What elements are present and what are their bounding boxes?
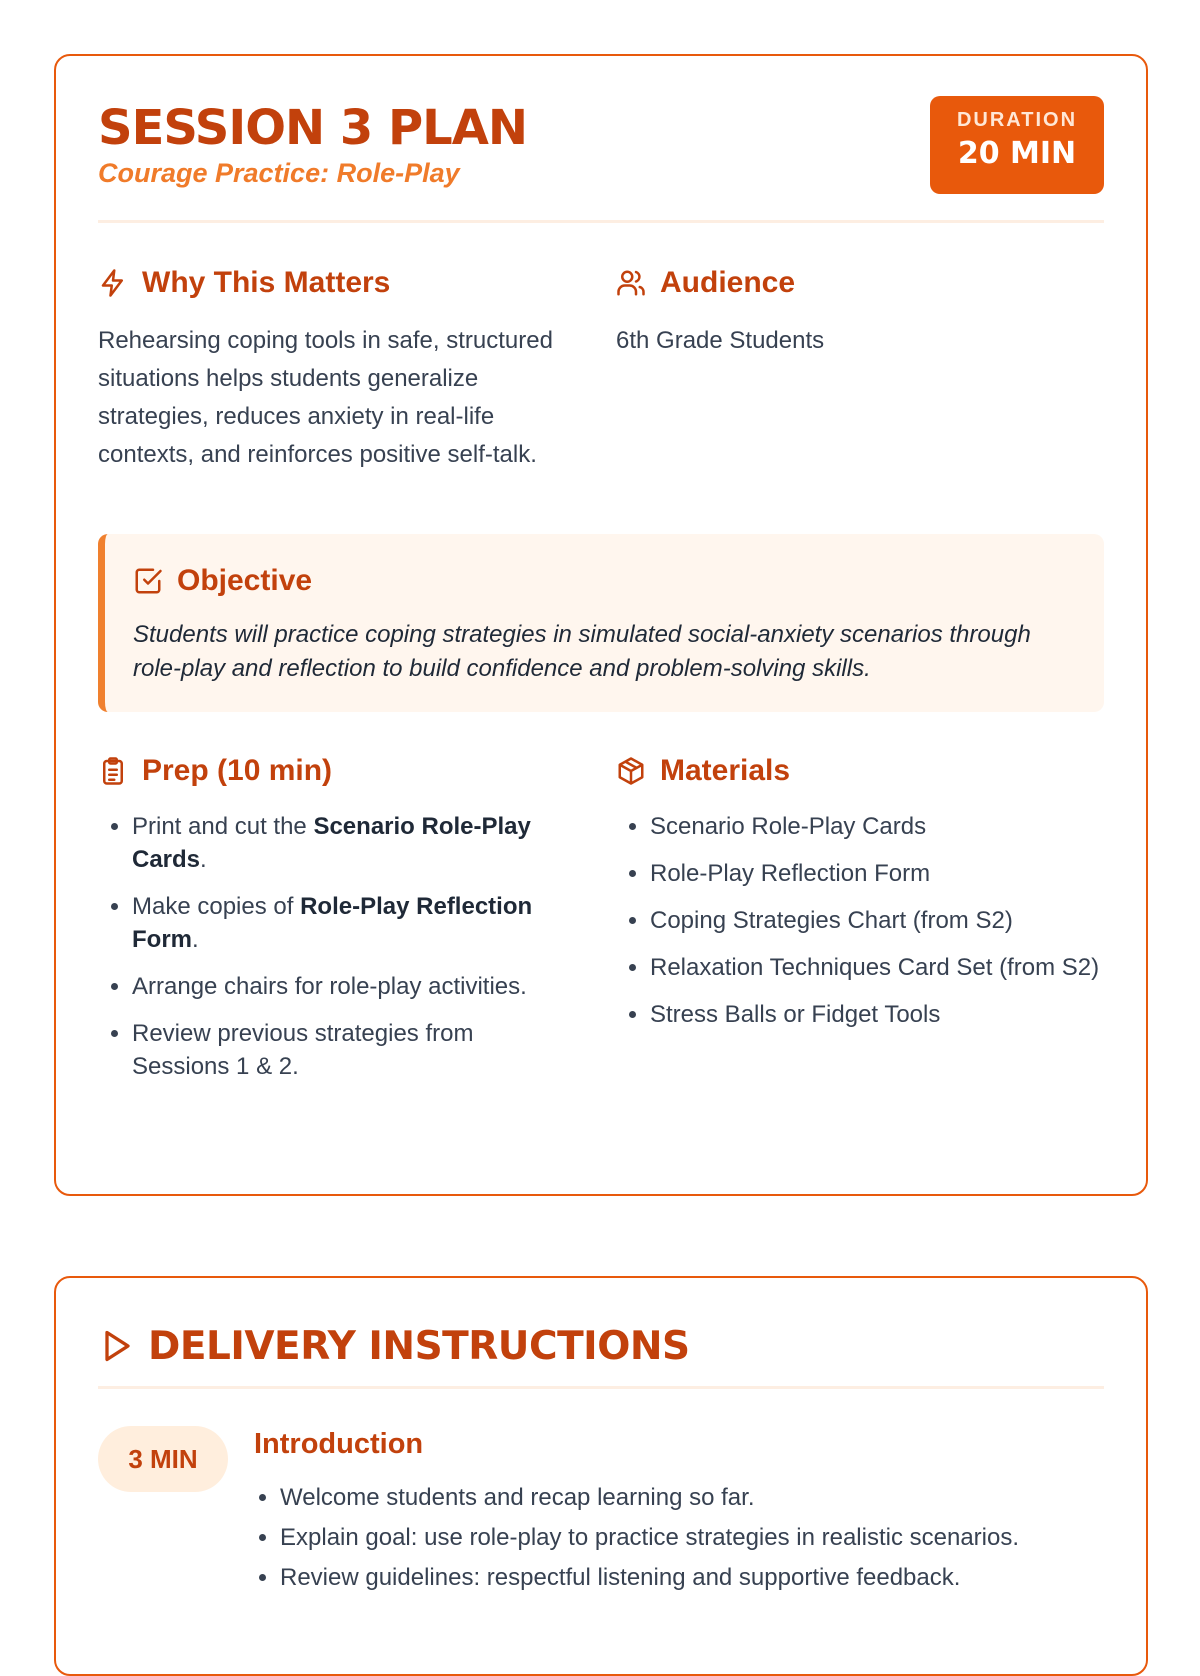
package-icon: [616, 756, 646, 786]
checkbox-icon: [133, 566, 163, 596]
why-heading: [98, 266, 390, 300]
prep-list: [98, 810, 572, 1097]
list-item: • Relaxation Techniques Card Set (from S2): [650, 951, 1110, 984]
list-item: • Review guidelines: respectful listening and supportive feedback.: [280, 1558, 1019, 1598]
duration-badge: [930, 96, 1104, 194]
delivery-heading: [98, 1318, 690, 1374]
audience-text: 6th Grade Students: [616, 327, 825, 354]
users-icon: [616, 268, 646, 298]
delivery-heading-label: DELIVERY INSTRUCTIONS: [148, 1323, 690, 1369]
list-item: • Stress Balls or Fidget Tools: [650, 998, 1110, 1031]
plan-header: [98, 96, 1104, 223]
materials-heading-label: Materials: [660, 754, 791, 787]
objective-text: Students will practice coping strategies in simulated social-anxiety scenarios through role-play and reflection to build confidence and problem-solving skills.: [133, 621, 1031, 682]
page-title: SESSION 3 PLAN: [98, 100, 528, 156]
duration-label: DURATION: [956, 109, 1078, 131]
audience-heading-label: Audience: [660, 266, 796, 299]
delivery-header: [98, 1318, 1104, 1389]
list-item: • Coping Strategies Chart (from S2): [650, 904, 1110, 937]
page-subtitle: Courage Practice: Role-Play: [98, 158, 460, 188]
step-time-badge: 3 MIN: [98, 1426, 228, 1492]
prep-heading: [98, 754, 332, 788]
prep-heading-label: Prep (10 min): [142, 754, 333, 787]
why-heading-label: Why This Matters: [142, 266, 391, 299]
list-item: • Explain goal: use role-play to practice strategies in realistic scenarios.: [280, 1518, 1019, 1558]
objective-box: [98, 534, 1104, 712]
list-item: • Welcome students and recap learning so far.: [280, 1478, 1019, 1518]
session-plan-card: [54, 54, 1148, 1196]
list-item: • Role-Play Reflection Form: [650, 857, 1110, 890]
why-text: Rehearsing coping tools in safe, structured situations helps students generalize strategies, reduces anxiety in real-life contexts, and reinforces positive self-talk.: [98, 327, 553, 468]
lightning-icon: [98, 268, 128, 298]
objective-heading: [133, 564, 312, 598]
list-item: • Print and cut the Scenario Role-Play Cards.: [132, 810, 572, 876]
step-title: Introduction: [254, 1428, 424, 1460]
clipboard-icon: [98, 756, 128, 786]
materials-list: [616, 810, 1110, 1045]
list-item: • Arrange chairs for role-play activities.: [132, 970, 572, 1003]
play-icon: [98, 1328, 134, 1364]
step-list: [254, 1478, 1019, 1598]
materials-heading: [616, 754, 790, 788]
list-item: • Make copies of Role-Play Reflection Form.: [132, 890, 572, 956]
delivery-card: [54, 1276, 1148, 1676]
duration-value: 20 MIN: [957, 136, 1077, 171]
list-item: • Scenario Role-Play Cards: [650, 810, 1110, 843]
list-item: • Review previous strategies from Sessions 1 & 2.: [132, 1017, 572, 1083]
audience-heading: [616, 266, 795, 300]
objective-heading-label: Objective: [177, 564, 313, 597]
